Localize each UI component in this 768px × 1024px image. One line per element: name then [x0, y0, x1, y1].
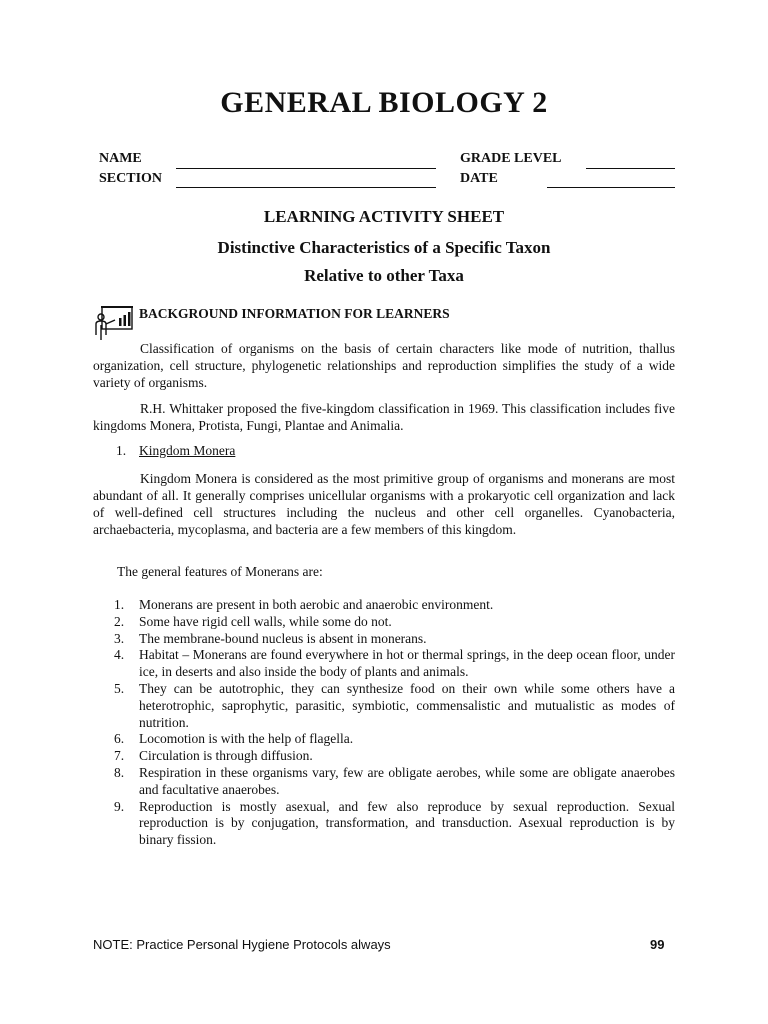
list-item-number: 3.: [114, 630, 125, 646]
list-item-text: Some have rigid cell walls, while some do not.: [139, 613, 392, 629]
list-item-number: 5.: [114, 680, 125, 696]
page-title: GENERAL BIOLOGY 2: [220, 86, 548, 119]
background-heading: BACKGROUND INFORMATION FOR LEARNERS: [139, 306, 450, 321]
section-label: SECTION: [99, 171, 163, 186]
presenter-board-icon: [93, 305, 135, 341]
page-number: 99: [650, 937, 665, 952]
list-item-text: They can be autotrophic, they can synthesize food on their own while some others have a heterotrophic, saprophytic, parasitic, symbiotic, commensalistic and mutualistic as modes of nutrition.: [139, 680, 675, 730]
list-item: [93, 681, 675, 731]
list-item: [93, 731, 675, 748]
list-item-number: 1.: [114, 597, 125, 612]
list-item-number: 2.: [114, 613, 125, 629]
background-paragraph-2: R.H. Whittaker proposed the five-kingdom classification in 1969. This classification includes five kingdoms Monera, Protista, Fungi, Plantae and Animalia.: [93, 401, 675, 433]
list-item: [93, 647, 675, 681]
list-item: [93, 597, 675, 614]
list-item-number: 7.: [114, 748, 125, 764]
sheet-subtitle-line2: Relative to other Taxa: [304, 266, 464, 285]
features-list: [93, 597, 675, 849]
list-item-number: 8.: [114, 764, 125, 780]
list-item-text: Reproduction is mostly asexual, and few also reproduce by sexual reproduction. Sexual reproduction is by conjugation, transformation, and transduction. Asexual reproduction is by binary fission.: [139, 798, 675, 848]
section-1-heading: Kingdom Monera: [139, 443, 236, 458]
date-label: DATE: [460, 171, 498, 186]
sheet-heading: LEARNING ACTIVITY SHEET: [263, 207, 505, 226]
list-item-number: 6.: [114, 731, 125, 747]
section-1-paragraph: Kingdom Monera is considered as the most primitive group of organisms and monerans are most abundant of all. It generally comprises unicellular organisms with a prokaryotic cell organization and lack of well-defined cell structures including the nucleus and other cell organelles. Cyanobacteria, archaebacteria, mycoplasma, and bacteria are a few members of this kingdom.: [93, 471, 675, 537]
name-label: NAME: [99, 151, 142, 166]
sheet-subtitle-line1: Distinctive Characteristics of a Specific Taxon: [217, 238, 551, 257]
features-intro: The general features of Monerans are:: [117, 564, 323, 579]
grade-level-label: GRADE LEVEL: [460, 151, 562, 166]
list-item-text: The membrane-bound nucleus is absent in monerans.: [139, 630, 427, 646]
list-item-text: Locomotion is with the help of flagella.: [139, 731, 354, 747]
list-item-number: 4.: [114, 647, 125, 663]
list-item: [93, 765, 675, 799]
list-item-text: Habitat – Monerans are found everywhere in hot or thermal springs, in the deep ocean floor, under ice, in deserts and also inside the body of plants and animals.: [139, 647, 675, 680]
background-paragraph-1: Classification of organisms on the basis of certain characters like mode of nutrition, thallus organization, cell structure, phylogenetic relationships and reproduction simplifies the study of a wide variety of organisms.: [93, 341, 675, 390]
section-field-line[interactable]: [176, 187, 436, 188]
list-item: [93, 748, 675, 765]
list-item-number: 9.: [114, 798, 125, 814]
list-item-text: Circulation is through diffusion.: [139, 748, 313, 764]
section-1-number: 1.: [116, 443, 127, 458]
list-item: [93, 631, 675, 648]
name-field-line[interactable]: [176, 168, 436, 169]
list-item-text: Monerans are present in both aerobic and anaerobic environment.: [139, 597, 494, 612]
grade-level-field-line[interactable]: [586, 168, 675, 169]
list-item-text: Respiration in these organisms vary, few are obligate aerobes, while some are obligate anaerobes and facultative anaerobes.: [139, 764, 675, 797]
date-field-line[interactable]: [547, 187, 675, 188]
list-item: [93, 614, 675, 631]
footer-note: NOTE: Practice Personal Hygiene Protocols always: [93, 937, 391, 952]
list-item: [93, 799, 675, 849]
